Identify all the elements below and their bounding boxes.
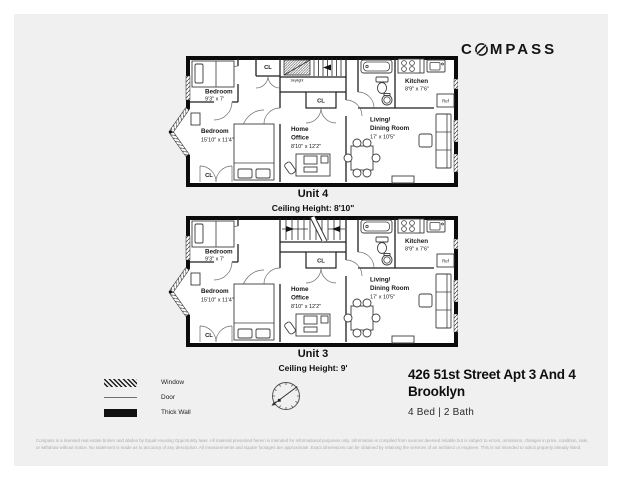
legend-label-window: Window (161, 379, 185, 386)
svg-text:Office: Office (291, 294, 309, 302)
logo-letters-rest: MPASS (489, 41, 558, 58)
room-label-living: Living/ (370, 276, 391, 284)
compass-logo (461, 41, 557, 58)
bathtub-icon (361, 60, 392, 73)
unit-4-title: Unit 4 (297, 188, 329, 200)
room-label-living: Living/ (370, 116, 391, 124)
bed-large-icon (234, 124, 274, 180)
room-label-kitchen: Kitchen (405, 238, 429, 245)
unit-3-ceiling-height: Ceiling Height: 9' (278, 363, 348, 373)
nightstand-icon (191, 113, 200, 125)
closet-label: CL (264, 65, 272, 71)
room-label-home-office: Home (291, 286, 309, 293)
disclaimer-line-2: or withdraw without notice. No statement is made as to accuracy of any description. All measurements and square footages are approximate. Exact dimensions can be obtained by retaining the services of an architect or engineer. This is not intended to solicit property already listed. (36, 445, 582, 450)
legend-label-thick-wall: Thick Wall (161, 409, 191, 416)
beds-baths: 4 Bed | 2 Bath (408, 407, 474, 418)
svg-text:8'10" x 12'2": 8'10" x 12'2" (291, 304, 322, 310)
svg-text:9'3" x 7': 9'3" x 7' (205, 96, 225, 103)
address-line-2: Brooklyn (408, 383, 465, 399)
stove-icon (398, 59, 424, 73)
closet-label: CL (317, 98, 325, 105)
svg-text:Office: Office (291, 134, 309, 142)
unit-4-ceiling-height: Ceiling Height: 8'10" (271, 203, 355, 213)
console-icon (392, 176, 414, 183)
room-label-kitchen: Kitchen (405, 78, 429, 85)
logo-letter-c: C (461, 41, 475, 58)
svg-text:Dining Room: Dining Room (370, 125, 410, 132)
svg-text:Ref: Ref (442, 98, 449, 104)
unit-4-floor-plan (168, 56, 458, 187)
unit-3-title: Unit 3 (297, 348, 329, 360)
door-swatch-icon (104, 397, 137, 398)
svg-text:9'3" x 7': 9'3" x 7' (205, 256, 225, 263)
room-label-bedroom-small: Bedroom (205, 248, 233, 256)
armchair-icon (419, 134, 432, 147)
legend-label-door: Door (161, 394, 176, 401)
closet-label: CL (205, 173, 213, 179)
legend-row-window (104, 378, 191, 387)
legend (104, 378, 191, 423)
thick-wall-swatch-icon (104, 409, 137, 417)
refrigerator-icon (437, 94, 454, 107)
bed-small-icon (192, 61, 234, 87)
svg-text:8'9" x 7'6": 8'9" x 7'6" (405, 86, 430, 93)
kitchen-sink-icon (427, 220, 445, 232)
svg-text:17' x 10'5": 17' x 10'5" (370, 134, 396, 141)
room-label-bedroom-large: Bedroom (201, 288, 229, 295)
window-swatch-icon (104, 379, 137, 387)
svg-text:8'9" x 7'6": 8'9" x 7'6" (405, 246, 430, 253)
disclaimer (36, 437, 588, 451)
unit-4-title-block (168, 188, 458, 213)
stove-icon (398, 219, 424, 233)
address-block (408, 367, 576, 418)
console-icon (392, 336, 414, 343)
svg-text:Ref: Ref (442, 258, 449, 264)
address-line-1: 426 51st Street Apt 3 And 4 (408, 367, 576, 382)
svg-text:15'10" x 11'4": 15'10" x 11'4" (201, 297, 234, 304)
north-arrow-icon (268, 378, 304, 414)
skylight-label: Skylight (290, 78, 304, 83)
legend-row-door (104, 393, 191, 402)
toilet-icon (376, 77, 388, 94)
closet-label: CL (317, 258, 325, 265)
armchair-icon (419, 294, 432, 307)
toilet-icon (376, 237, 388, 254)
svg-text:15'10" x 11'4": 15'10" x 11'4" (201, 137, 234, 144)
room-label-home-office: Home (291, 126, 309, 133)
legend-row-thick-wall (104, 408, 191, 417)
unit-3-floor-plan (168, 216, 458, 347)
svg-text:Dining Room: Dining Room (370, 285, 410, 292)
bed-large-icon (234, 284, 274, 340)
bathtub-icon (361, 220, 392, 233)
kitchen-sink-icon (427, 60, 445, 72)
nightstand-icon (191, 273, 200, 285)
sofa-icon (436, 114, 451, 168)
svg-text:8'10" x 12'2": 8'10" x 12'2" (291, 144, 322, 150)
bed-small-icon (192, 221, 234, 247)
compass-o-icon (474, 42, 489, 57)
closet-label: CL (205, 333, 213, 339)
svg-text:17' x 10'5": 17' x 10'5" (370, 294, 396, 301)
disclaimer-line-1: Compass is a licensed real estate broker and abides by Equal Housing Opportunity laws. All material presented herein is intended for informational purposes only. Information is compiled from sources deemed reliable but is subject to errors, omissions, changes in price, condition, sale, (36, 438, 588, 443)
sofa-icon (436, 274, 451, 328)
refrigerator-icon (437, 254, 454, 267)
room-label-bedroom-large: Bedroom (201, 128, 229, 135)
room-label-bedroom-small: Bedroom (205, 88, 233, 96)
